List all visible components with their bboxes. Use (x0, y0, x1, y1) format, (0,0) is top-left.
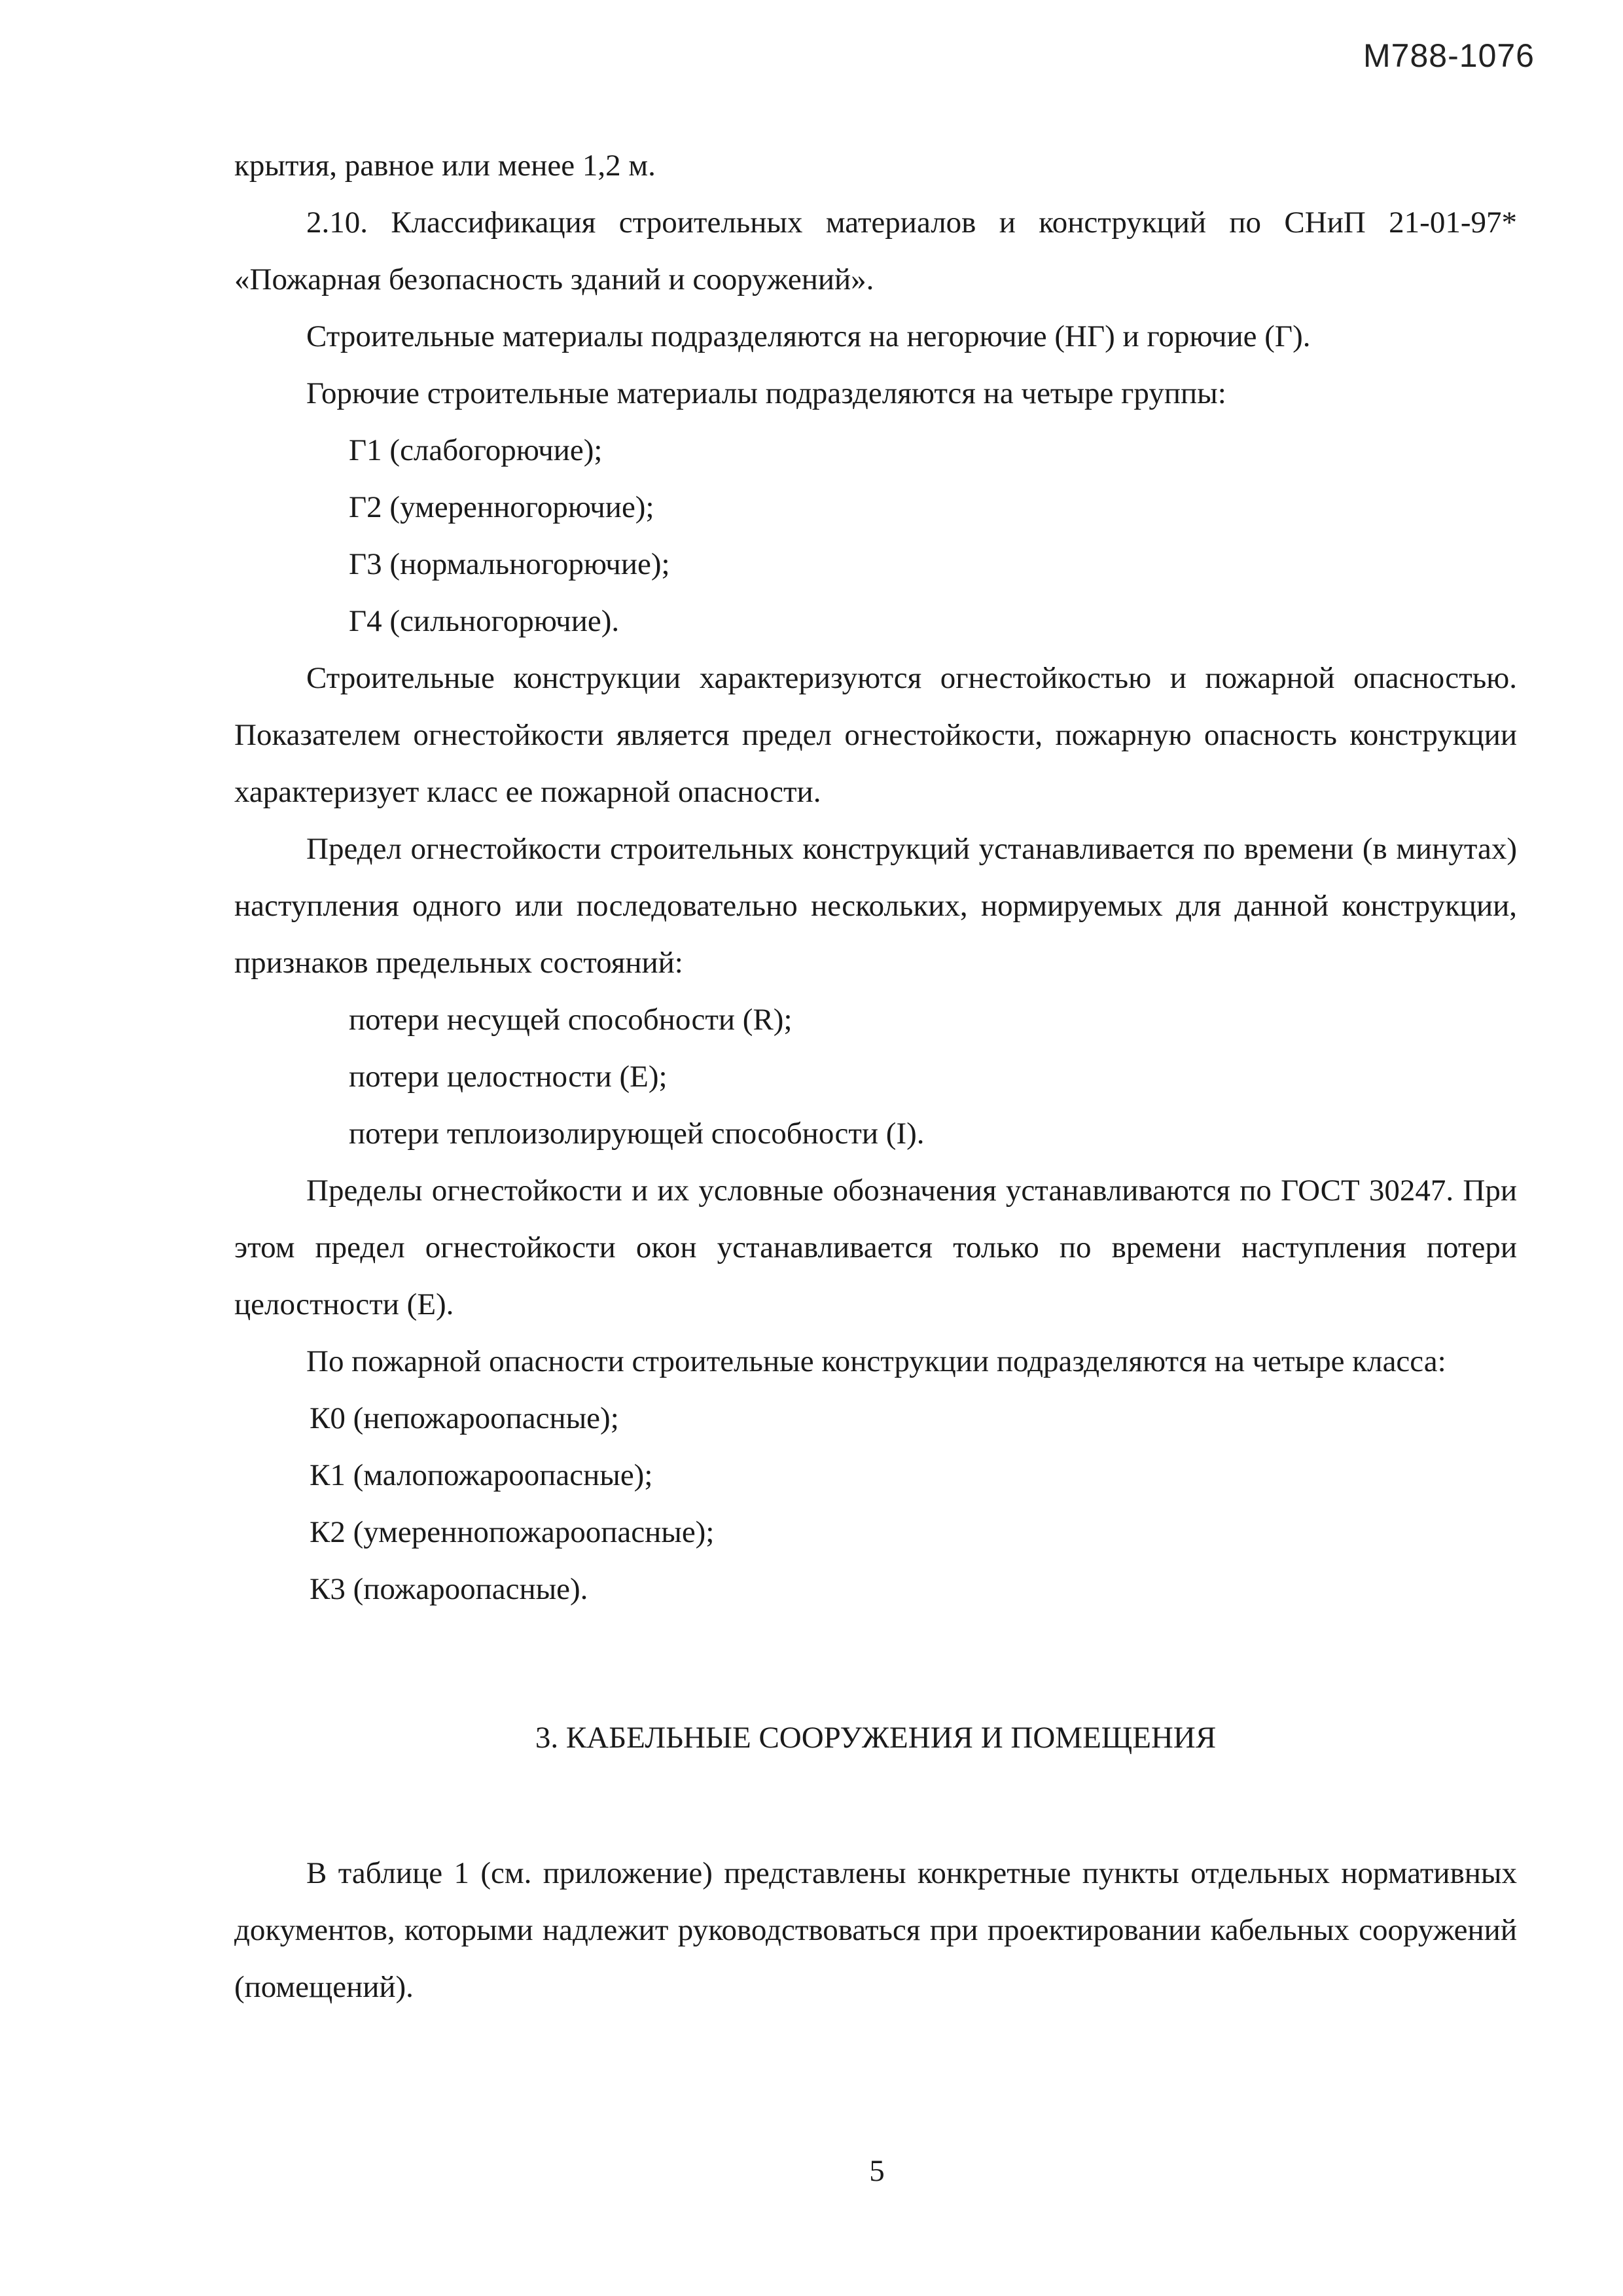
document-code: М788-1076 (1363, 37, 1535, 74)
list-item: К2 (умереннопожароопасные); (310, 1515, 715, 1549)
list-item: Г4 (сильногорючие). (349, 604, 620, 638)
paragraph-combustible-groups: Горючие строительные материалы подразделяются на четыре группы: (306, 376, 1226, 410)
group-list (234, 422, 1517, 650)
list-item: потери целостности (Е); (349, 1060, 668, 1094)
paragraph-2-10: 2.10. Классификация строительных материалов и конструкций по СНиП 21-01-97* «Пожарная безопасность зданий и сооружений». (234, 206, 1517, 296)
paragraph-section-3: В таблице 1 (см. приложение) представлены конкретные пункты отдельных нормативных документов, которыми надлежит руководствоваться при проектировании кабельных сооружений (помещений). (234, 1856, 1517, 2004)
paragraph-gost: Пределы огнестойкости и их условные обозначения устанавливаются по ГОСТ 30247. При этом предел огнестойкости окон устанавливается только по времени наступления потери целостности (Е). (234, 1174, 1517, 1321)
paragraph-fire-resistance-limit: Предел огнестойкости строительных конструкций устанавливается по времени (в минутах) наступления одного или последовательно нескольких, нормируемых для данной конструкции, признаков предельных состояний: (234, 832, 1517, 980)
page-number: 5 (869, 2154, 885, 2188)
list-item: потери несущей способности (R); (349, 1003, 793, 1037)
paragraph-constructions: Строительные конструкции характеризуются огнестойкостью и пожарной опасностью. Показателем огнестойкости является предел огнестойкости, пожарную опасность конструкции характеризует класс ее пожарной опасности. (234, 661, 1517, 809)
list-item: Г3 (нормальногорючие); (349, 547, 670, 581)
section-title: 3. КАБЕЛЬНЫЕ СООРУЖЕНИЯ И ПОМЕЩЕНИЯ (535, 1721, 1217, 1755)
list-item: К1 (малопожароопасные); (310, 1458, 653, 1492)
page-body (234, 137, 1517, 2016)
list-item: Г2 (умеренногорючие); (349, 490, 654, 524)
paragraph-materials: Строительные материалы подразделяются на негорючие (НГ) и горючие (Г). (306, 319, 1311, 353)
class-list (234, 1390, 1517, 1618)
paragraph-continuation: крытия, равное или менее 1,2 м. (234, 149, 656, 183)
limit-state-list (234, 992, 1517, 1162)
list-item: К0 (непожароопасные); (310, 1401, 619, 1435)
list-item: Г1 (слабогорючие); (349, 433, 603, 467)
list-item: потери теплоизолирующей способности (I). (349, 1117, 925, 1151)
paragraph-fire-hazard-classes: По пожарной опасности строительные конструкции подразделяются на четыре класса: (306, 1344, 1446, 1378)
list-item: К3 (пожароопасные). (310, 1572, 588, 1606)
